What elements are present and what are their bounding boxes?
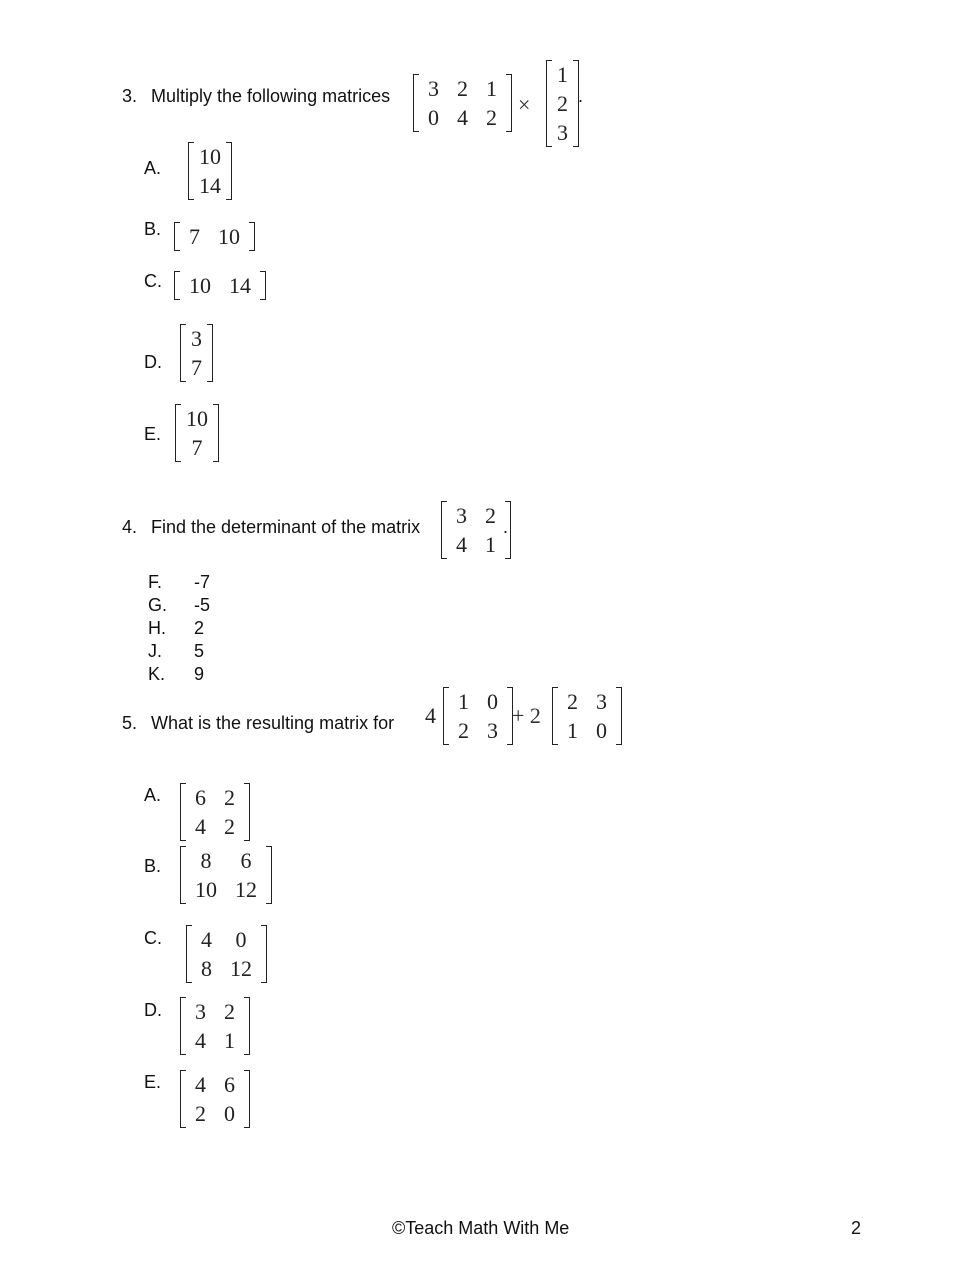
matrix-cell: 10 [199, 144, 221, 169]
q3-period: . [578, 86, 584, 106]
matrix-cell: 2 [458, 718, 469, 743]
q5-matrix-2-left-bracket [552, 687, 558, 745]
matrix-cell: 14 [229, 273, 251, 298]
q3-choice-c-matrix-right-bracket [260, 271, 266, 300]
matrix-row [186, 783, 244, 812]
q3-text: Multiply the following matrices [151, 86, 391, 106]
matrix-row [449, 716, 507, 745]
q4-text: Find the determinant of the matrix [151, 517, 421, 537]
q3-choice-a-matrix [188, 142, 232, 200]
q3-choice-a-matrix-right-bracket [226, 142, 232, 200]
q5-plus-coefficient: + 2 [512, 703, 541, 728]
matrix-cell: 12 [235, 877, 257, 902]
matrix-cell: 1 [485, 532, 496, 557]
matrix-row [181, 433, 213, 462]
q4-matrix-left-bracket [441, 501, 447, 559]
q5-matrix-1-entries [449, 687, 507, 745]
q5-choice-e-label: E. [144, 1072, 162, 1092]
q3-matrix-a-right-bracket [506, 74, 512, 132]
matrix-cell: 3 [557, 120, 568, 145]
q5-matrix-1-left-bracket [443, 687, 449, 745]
matrix-cell: 6 [240, 848, 252, 873]
matrix-cell: 1 [486, 76, 497, 101]
q4-choice-g [148, 595, 210, 618]
matrix-cell: 0 [224, 1101, 235, 1126]
matrix-cell: 3 [195, 999, 206, 1024]
matrix-row [186, 1099, 244, 1128]
q5-choice-b-matrix-entries [186, 846, 266, 904]
q5-matrix-2-entries [558, 687, 616, 745]
q3-choice-d-matrix [180, 324, 213, 382]
matrix-cell: 2 [557, 91, 568, 116]
q3-choice-e-matrix-right-bracket [213, 404, 219, 462]
matrix-cell: 2 [224, 999, 235, 1024]
q5-choice-a-matrix [180, 783, 250, 841]
q5-matrix-2-right-bracket [616, 687, 622, 745]
matrix-row [558, 687, 616, 716]
q5-choice-d-matrix-left-bracket [180, 997, 186, 1055]
matrix-cell: 2 [485, 503, 496, 528]
matrix-cell: 14 [199, 173, 221, 198]
q5-choice-a-label: A. [144, 785, 162, 805]
q4-choice-f [148, 572, 210, 595]
matrix-cell: 0 [487, 689, 498, 714]
matrix-cell: 2 [567, 689, 578, 714]
matrix-row [192, 954, 261, 983]
matrix-cell: 4 [195, 1072, 206, 1097]
matrix-cell: 7 [191, 355, 202, 380]
q3-choice-b-matrix-left-bracket [174, 222, 180, 251]
matrix-cell: 3 [596, 689, 607, 714]
q4-choice-f-value: -7 [194, 572, 211, 592]
q3-matrix-a-entries [419, 74, 506, 132]
matrix-row [419, 103, 506, 132]
matrix-cell: 4 [456, 532, 467, 557]
q4-choices-list [148, 572, 210, 687]
matrix-cell: 10 [189, 273, 211, 298]
q3-times: × [518, 92, 531, 117]
matrix-row [552, 89, 573, 118]
matrix-row [552, 118, 573, 147]
q5-choice-e-matrix-entries [186, 1070, 244, 1128]
footer-page-number: 2 [851, 1218, 862, 1238]
q3-choice-e-label: E. [144, 424, 162, 444]
q3-choice-b-matrix-entries [180, 222, 249, 251]
matrix-cell: 10 [186, 406, 208, 431]
q5-choice-d-matrix [180, 997, 250, 1055]
matrix-cell: 10 [218, 224, 240, 249]
matrix-row [186, 846, 266, 875]
q5-choice-a-matrix-left-bracket [180, 783, 186, 841]
matrix-row [180, 271, 260, 300]
q3-choice-e-matrix-left-bracket [175, 404, 181, 462]
q5-choice-a-matrix-right-bracket [244, 783, 250, 841]
matrix-cell: 4 [201, 927, 212, 952]
matrix-row [194, 171, 226, 200]
matrix-cell: 3 [191, 326, 202, 351]
q5-choice-a-matrix-entries [186, 783, 244, 841]
matrix-row [181, 404, 213, 433]
matrix-cell: 7 [191, 435, 203, 460]
q5-choice-b-label: B. [144, 856, 162, 876]
matrix-row [186, 997, 244, 1026]
matrix-cell: 3 [487, 718, 498, 743]
q3-choice-d-label: D. [144, 352, 162, 372]
q5-choice-b-matrix-left-bracket [180, 846, 186, 904]
q3-choice-b-matrix [174, 222, 255, 251]
matrix-cell: 0 [596, 718, 607, 743]
q4-choice-g-value: -5 [194, 595, 211, 615]
q4-choice-j-value: 5 [194, 641, 205, 661]
q3-choice-d-matrix-left-bracket [180, 324, 186, 382]
matrix-row [552, 60, 573, 89]
matrix-cell: 1 [458, 689, 469, 714]
matrix-cell: 3 [456, 503, 467, 528]
matrix-row [186, 324, 207, 353]
matrix-row [180, 222, 249, 251]
q5-choice-b-matrix-right-bracket [266, 846, 272, 904]
matrix-row [186, 1026, 244, 1055]
q5-choice-c-matrix [186, 925, 267, 983]
q3-matrix-b-left-bracket [546, 60, 552, 147]
q5-choice-e-matrix [180, 1070, 250, 1128]
q3-choice-c-matrix-left-bracket [174, 271, 180, 300]
q3-matrix-a-left-bracket [413, 74, 419, 132]
q4-choice-h-label: H. [148, 618, 166, 638]
q4-choice-j [148, 641, 210, 664]
q3-choice-c-matrix [174, 271, 266, 300]
matrix-cell: 4 [195, 1028, 206, 1053]
q4-choice-k [148, 664, 210, 687]
matrix-row [558, 716, 616, 745]
matrix-cell: 2 [224, 814, 235, 839]
matrix-row [447, 530, 505, 559]
q5-choice-c-matrix-right-bracket [261, 925, 267, 983]
q4-choice-g-label: G. [148, 595, 168, 615]
q3-choice-a-matrix-entries [194, 142, 226, 200]
q3-choice-c-label: C. [144, 271, 162, 291]
matrix-row [447, 501, 505, 530]
q3-choice-d-matrix-right-bracket [207, 324, 213, 382]
matrix-cell: 10 [195, 877, 217, 902]
q4-choice-h-value: 2 [194, 618, 205, 638]
q4-choice-k-value: 9 [194, 664, 205, 684]
matrix-cell: 1 [224, 1028, 235, 1053]
matrix-cell: 4 [457, 105, 468, 130]
matrix-cell: 1 [557, 62, 568, 87]
q5-text: What is the resulting matrix for [151, 713, 395, 733]
q3-choice-d-matrix-entries [186, 324, 207, 382]
q3-matrix-a [413, 74, 512, 132]
matrix-cell: 6 [195, 785, 206, 810]
matrix-cell: 4 [195, 814, 206, 839]
matrix-cell: 8 [200, 848, 212, 873]
q4-matrix-entries [447, 501, 505, 559]
matrix-cell: 2 [224, 785, 235, 810]
q5-choice-c-matrix-left-bracket [186, 925, 192, 983]
q3-choice-b-matrix-right-bracket [249, 222, 255, 251]
q3-matrix-b [546, 60, 579, 147]
q5-choice-d-label: D. [144, 1000, 162, 1020]
q3-choice-e-matrix [175, 404, 219, 462]
matrix-cell: 3 [428, 76, 439, 101]
q5-matrix-2 [552, 687, 622, 745]
q4-choice-h [148, 618, 210, 641]
matrix-row [194, 142, 226, 171]
matrix-row [186, 812, 244, 841]
matrix-row [449, 687, 507, 716]
q5-choice-e-matrix-right-bracket [244, 1070, 250, 1128]
matrix-cell: 0 [428, 105, 439, 130]
q5-number: 5. [122, 713, 138, 733]
matrix-cell: 2 [457, 76, 468, 101]
q3-choice-b-label: B. [144, 219, 162, 239]
q3-matrix-b-entries [552, 60, 573, 147]
q3-choice-a-label: A. [144, 158, 162, 178]
q3-choice-e-matrix-entries [181, 404, 213, 462]
q5-choice-b-matrix [180, 846, 272, 904]
q3-choice-a-matrix-left-bracket [188, 142, 194, 200]
matrix-row [186, 353, 207, 382]
matrix-row [186, 875, 266, 904]
q4-number: 4. [122, 517, 138, 537]
matrix-row [419, 74, 506, 103]
q4-choice-j-label: J. [148, 641, 163, 661]
q5-choice-c-label: C. [144, 928, 162, 948]
matrix-row [192, 925, 261, 954]
q4-choice-f-label: F. [148, 572, 163, 592]
q5-matrix-1 [443, 687, 513, 745]
q5-coefficient-1: 4 [425, 703, 436, 728]
footer-copyright: ©Teach Math With Me [392, 1218, 570, 1238]
q4-matrix [441, 501, 511, 559]
matrix-cell: 7 [189, 224, 200, 249]
matrix-cell: 6 [224, 1072, 235, 1097]
matrix-row [186, 1070, 244, 1099]
q4-choice-k-label: K. [148, 664, 166, 684]
matrix-cell: 2 [486, 105, 497, 130]
matrix-cell: 12 [230, 956, 252, 981]
q4-period: . [503, 517, 509, 537]
matrix-cell: 1 [567, 718, 578, 743]
q5-choice-e-matrix-left-bracket [180, 1070, 186, 1128]
q3-number: 3. [122, 86, 138, 106]
q5-choice-c-matrix-entries [192, 925, 261, 983]
q5-choice-d-matrix-right-bracket [244, 997, 250, 1055]
q5-choice-d-matrix-entries [186, 997, 244, 1055]
q3-choice-c-matrix-entries [180, 271, 260, 300]
matrix-cell: 2 [195, 1101, 206, 1126]
matrix-cell: 8 [201, 956, 212, 981]
matrix-cell: 0 [235, 927, 247, 952]
